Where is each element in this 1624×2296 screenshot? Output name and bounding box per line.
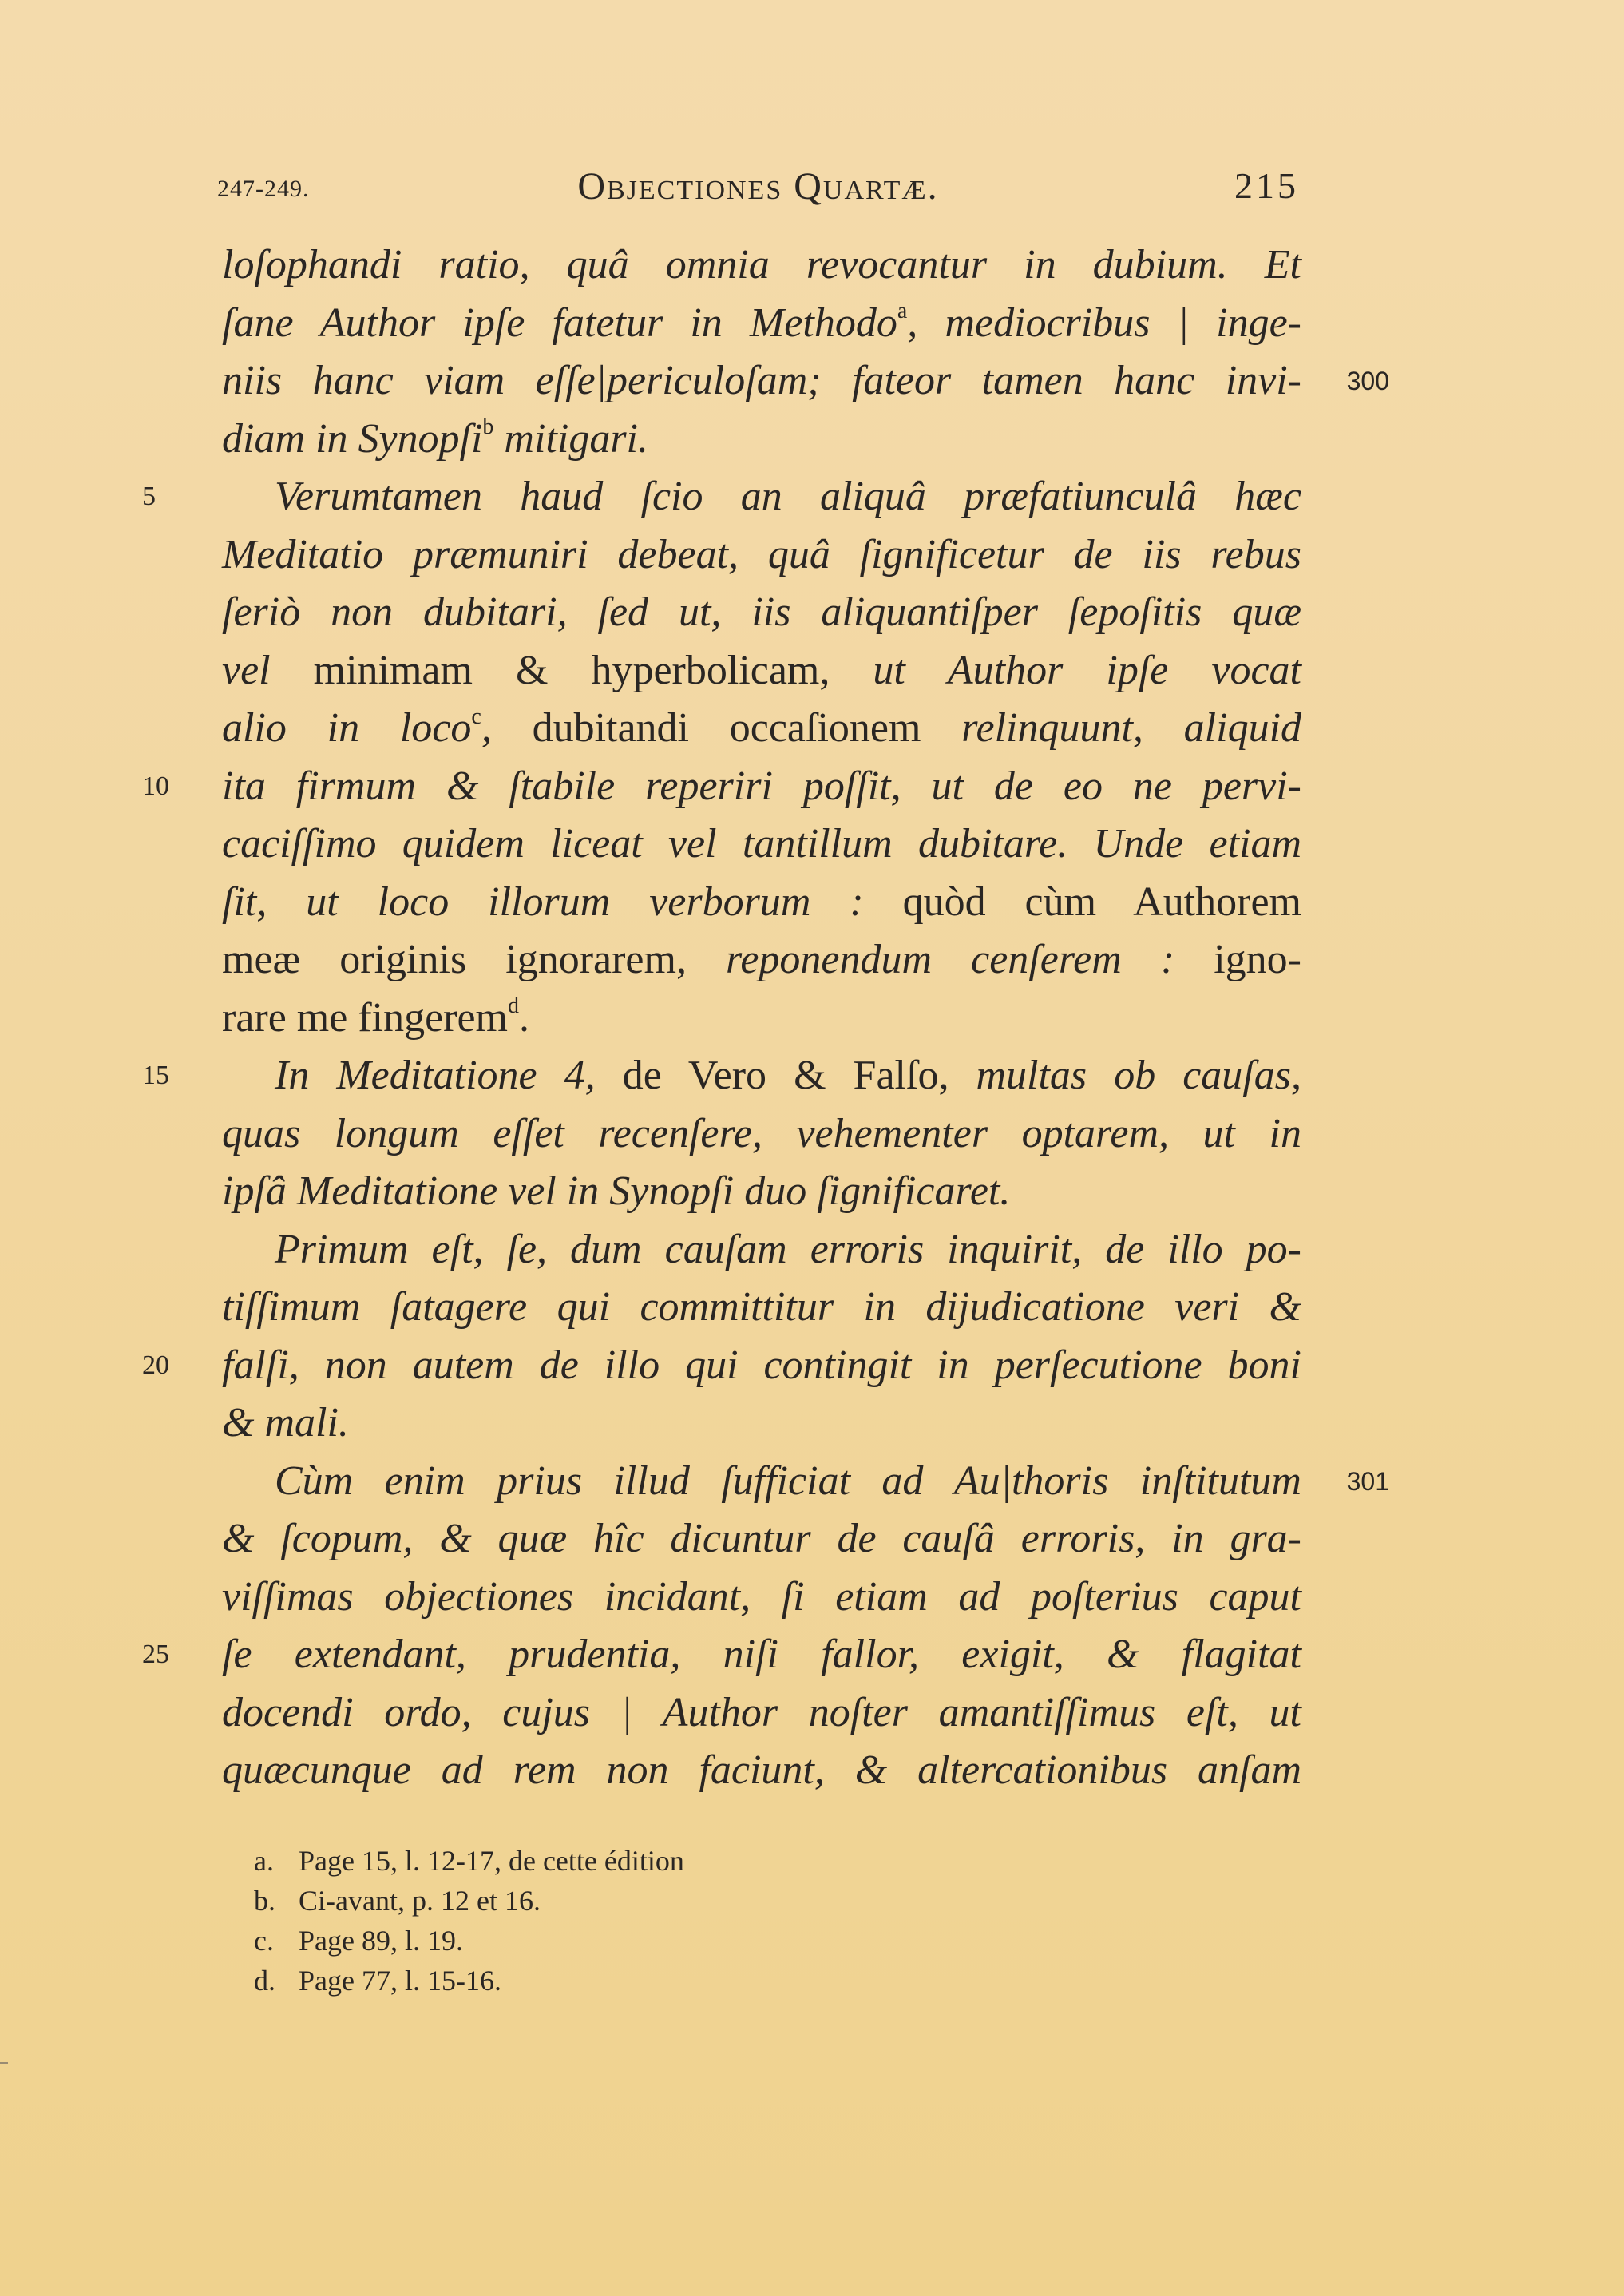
footnote: b. Ci-avant, p. 12 et 16.	[254, 1885, 541, 1917]
footnote-ref: c	[471, 704, 481, 729]
text-line: 15 In Meditatione 4, de Vero & Falſo, multas ob cauſas,	[222, 1047, 1301, 1105]
page-number: 215	[1234, 165, 1299, 206]
text-line: diam in Synopſi$^b$ mitigari.	[222, 414, 648, 462]
section-range: 247-249.	[217, 176, 310, 202]
text-line: rare me fingerem$^d$.	[222, 993, 530, 1041]
text-line: Meditatio præmuniri debeat, quâ ſignificetur de iis rebus	[222, 531, 1301, 577]
line-number: 20	[142, 1350, 169, 1380]
text-line: Cùm enim prius illud ſufficiat ad Au|thoris inſtitutum 301	[222, 1453, 1301, 1511]
line-number: 25	[142, 1640, 169, 1669]
text-line: viſſimas objectiones incidant, ſi etiam ad poſterius caput	[222, 1573, 1301, 1620]
text-line: Primum eſt, ſe, dum cauſam erroris inquirit, de illo po-	[275, 1226, 1301, 1272]
text-line: 5 Verumtamen haud ſcio an aliquâ præfatiunculâ hæc	[222, 468, 1301, 526]
text-line: loſophandi ratio, quâ omnia revocantur in dubium. Et	[222, 242, 1301, 287]
line-number: 5	[142, 482, 156, 511]
margin-reference: 301	[1346, 1466, 1389, 1496]
text-line: ſeriò non dubitari, ſed ut, iis aliquantiſper ſepoſitis quæ	[222, 589, 1301, 635]
footnote: d. Page 77, l. 15-16.	[254, 1965, 501, 1997]
footnote-ref: d	[508, 993, 520, 1019]
text-line: ipſâ Meditatione vel in Synopſi duo ſignificaret.	[222, 1168, 1011, 1214]
text-line: ſane Author ipſe fatetur in Methodo$^a$, mediocribus | inge-	[222, 299, 1301, 346]
footnote: c. Page 89, l. 19.	[254, 1925, 463, 1957]
text-line: caciſſimo quidem liceat vel tantillum dubitare. Unde etiam	[222, 821, 1301, 866]
text-line: 25 ſe extendant, prudentia, niſi fallor, exigit, & flagitat	[222, 1626, 1301, 1684]
text-line: docendi ordo, cujus | Author noſter amantiſſimus eſt, ut	[222, 1689, 1301, 1735]
text-line: 10 ita firmum & ſtabile reperiri poſſit, ut de eo ne pervi-	[222, 758, 1301, 816]
text-line: quæcunque ad rem non faciunt, & altercationibus anſam	[222, 1747, 1301, 1793]
body-text	[142, 236, 1389, 1800]
footnotes	[254, 1841, 1052, 2001]
line-number: 10	[142, 771, 169, 801]
running-head	[217, 165, 1299, 212]
text-line: 20 falſi, non autem de illo qui contingit in perſecutione boni	[222, 1337, 1301, 1395]
line-number: 15	[142, 1061, 169, 1090]
text-line: vel minimam & hyperbolicam, ut Author ipſe vocat	[222, 647, 1302, 693]
text-line: & ſcopum, & quæ hîc dicuntur de cauſâ erroris, in gra-	[222, 1516, 1301, 1561]
text-line: meæ originis ignorarem, reponendum cenſerem : igno-	[222, 937, 1301, 982]
text-line: quas longum eſſet recenſere, vehementer optarem, ut in	[222, 1110, 1301, 1156]
running-title: Objectiones Quartæ.	[577, 165, 939, 208]
text-line: & mali.	[222, 1400, 349, 1445]
text-line: alio in loco$^c$, dubitandi occaſionem relinquunt, aliquid	[222, 704, 1302, 751]
footnote-ref: b	[482, 414, 494, 440]
scan-edge-mark	[0, 2062, 8, 2064]
text-line: niis hanc viam eſſe|periculoſam; fateor tamen hanc invi- 300	[222, 352, 1301, 410]
footnote: a. Page 15, l. 12-17, de cette édition	[254, 1845, 684, 1877]
text-line: tiſſimum ſatagere qui committitur in dijudicatione veri &	[222, 1284, 1301, 1330]
margin-reference: 300	[1346, 367, 1389, 395]
footnote-ref: a	[897, 299, 908, 324]
text-line: ſit, ut loco illorum verborum : quòd cùm Authorem	[222, 878, 1301, 925]
